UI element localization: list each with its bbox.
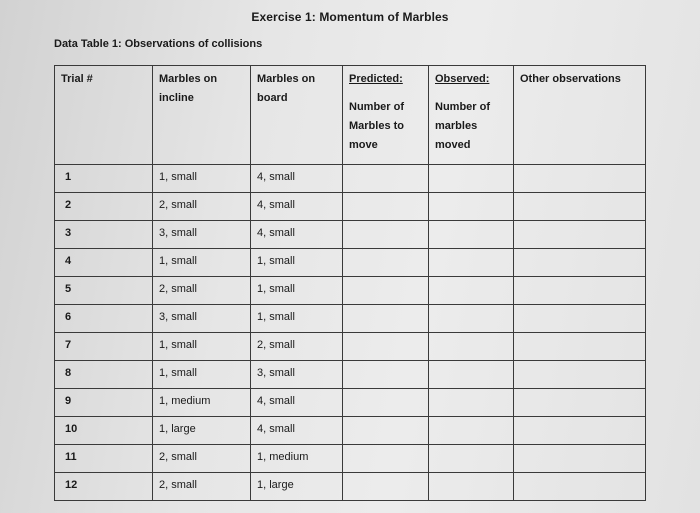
- board-cell: 4, small: [251, 193, 343, 221]
- other-observations-cell[interactable]: [514, 165, 646, 193]
- trial-cell: 1: [55, 165, 153, 193]
- other-observations-cell[interactable]: [514, 333, 646, 361]
- header-predicted: Predicted: Number of Marbles to move: [343, 66, 429, 165]
- incline-cell: 1, small: [153, 165, 251, 193]
- observed-cell[interactable]: [429, 473, 514, 501]
- table-row: [55, 361, 646, 389]
- trial-cell: 11: [55, 445, 153, 473]
- board-cell: 1, small: [251, 277, 343, 305]
- trial-cell: 9: [55, 389, 153, 417]
- table-body: [55, 165, 646, 501]
- observed-cell[interactable]: [429, 389, 514, 417]
- table-row: [55, 193, 646, 221]
- predicted-cell[interactable]: [343, 417, 429, 445]
- board-cell: 2, small: [251, 333, 343, 361]
- other-observations-cell[interactable]: [514, 221, 646, 249]
- table-row: [55, 277, 646, 305]
- incline-cell: 1, large: [153, 417, 251, 445]
- observed-cell[interactable]: [429, 249, 514, 277]
- incline-cell: 1, small: [153, 333, 251, 361]
- incline-cell: 1, small: [153, 249, 251, 277]
- predicted-cell[interactable]: [343, 305, 429, 333]
- table-row: [55, 389, 646, 417]
- observations-table: [54, 65, 646, 501]
- board-cell: 4, small: [251, 417, 343, 445]
- predicted-cell[interactable]: [343, 249, 429, 277]
- observed-cell[interactable]: [429, 417, 514, 445]
- table-row: [55, 305, 646, 333]
- board-cell: 1, large: [251, 473, 343, 501]
- observed-cell[interactable]: [429, 445, 514, 473]
- board-cell: 4, small: [251, 221, 343, 249]
- observed-cell[interactable]: [429, 221, 514, 249]
- other-observations-cell[interactable]: [514, 417, 646, 445]
- header-marbles-incline: Marbles on incline: [153, 66, 251, 165]
- predicted-cell[interactable]: [343, 165, 429, 193]
- incline-cell: 2, small: [153, 277, 251, 305]
- incline-cell: 2, small: [153, 193, 251, 221]
- trial-cell: 6: [55, 305, 153, 333]
- trial-cell: 2: [55, 193, 153, 221]
- incline-cell: 2, small: [153, 473, 251, 501]
- trial-cell: 4: [55, 249, 153, 277]
- observed-cell[interactable]: [429, 361, 514, 389]
- other-observations-cell[interactable]: [514, 193, 646, 221]
- table-row: [55, 221, 646, 249]
- table-row: [55, 249, 646, 277]
- predicted-cell[interactable]: [343, 221, 429, 249]
- table-row: [55, 473, 646, 501]
- other-observations-cell[interactable]: [514, 389, 646, 417]
- other-observations-cell[interactable]: [514, 361, 646, 389]
- table-row: [55, 417, 646, 445]
- header-observed: Observed: Number of marbles moved: [429, 66, 514, 165]
- trial-cell: 3: [55, 221, 153, 249]
- other-observations-cell[interactable]: [514, 473, 646, 501]
- predicted-cell[interactable]: [343, 389, 429, 417]
- observed-cell[interactable]: [429, 305, 514, 333]
- table-row: [55, 165, 646, 193]
- incline-cell: 1, small: [153, 361, 251, 389]
- observed-cell[interactable]: [429, 277, 514, 305]
- trial-cell: 7: [55, 333, 153, 361]
- exercise-title: Exercise 1: Momentum of Marbles: [251, 10, 449, 24]
- incline-cell: 1, medium: [153, 389, 251, 417]
- board-cell: 1, medium: [251, 445, 343, 473]
- board-cell: 3, small: [251, 361, 343, 389]
- observed-cell[interactable]: [429, 333, 514, 361]
- trial-cell: 5: [55, 277, 153, 305]
- other-observations-cell[interactable]: [514, 249, 646, 277]
- board-cell: 1, small: [251, 305, 343, 333]
- observed-cell[interactable]: [429, 193, 514, 221]
- trial-cell: 10: [55, 417, 153, 445]
- incline-cell: 2, small: [153, 445, 251, 473]
- other-observations-cell[interactable]: [514, 305, 646, 333]
- header-row: [55, 66, 646, 165]
- table-caption: Data Table 1: Observations of collisions: [54, 38, 263, 50]
- trial-cell: 12: [55, 473, 153, 501]
- other-observations-cell[interactable]: [514, 277, 646, 305]
- predicted-cell[interactable]: [343, 193, 429, 221]
- predicted-cell[interactable]: [343, 333, 429, 361]
- board-cell: 4, small: [251, 389, 343, 417]
- other-observations-cell[interactable]: [514, 445, 646, 473]
- predicted-cell[interactable]: [343, 361, 429, 389]
- table-row: [55, 445, 646, 473]
- predicted-cell[interactable]: [343, 445, 429, 473]
- header-trial: Trial #: [55, 66, 153, 165]
- board-cell: 1, small: [251, 249, 343, 277]
- trial-cell: 8: [55, 361, 153, 389]
- observed-cell[interactable]: [429, 165, 514, 193]
- header-marbles-board: Marbles on board: [251, 66, 343, 165]
- incline-cell: 3, small: [153, 305, 251, 333]
- predicted-cell[interactable]: [343, 473, 429, 501]
- predicted-cell[interactable]: [343, 277, 429, 305]
- board-cell: 4, small: [251, 165, 343, 193]
- incline-cell: 3, small: [153, 221, 251, 249]
- header-other-observations: Other observations: [514, 66, 646, 165]
- table-row: [55, 333, 646, 361]
